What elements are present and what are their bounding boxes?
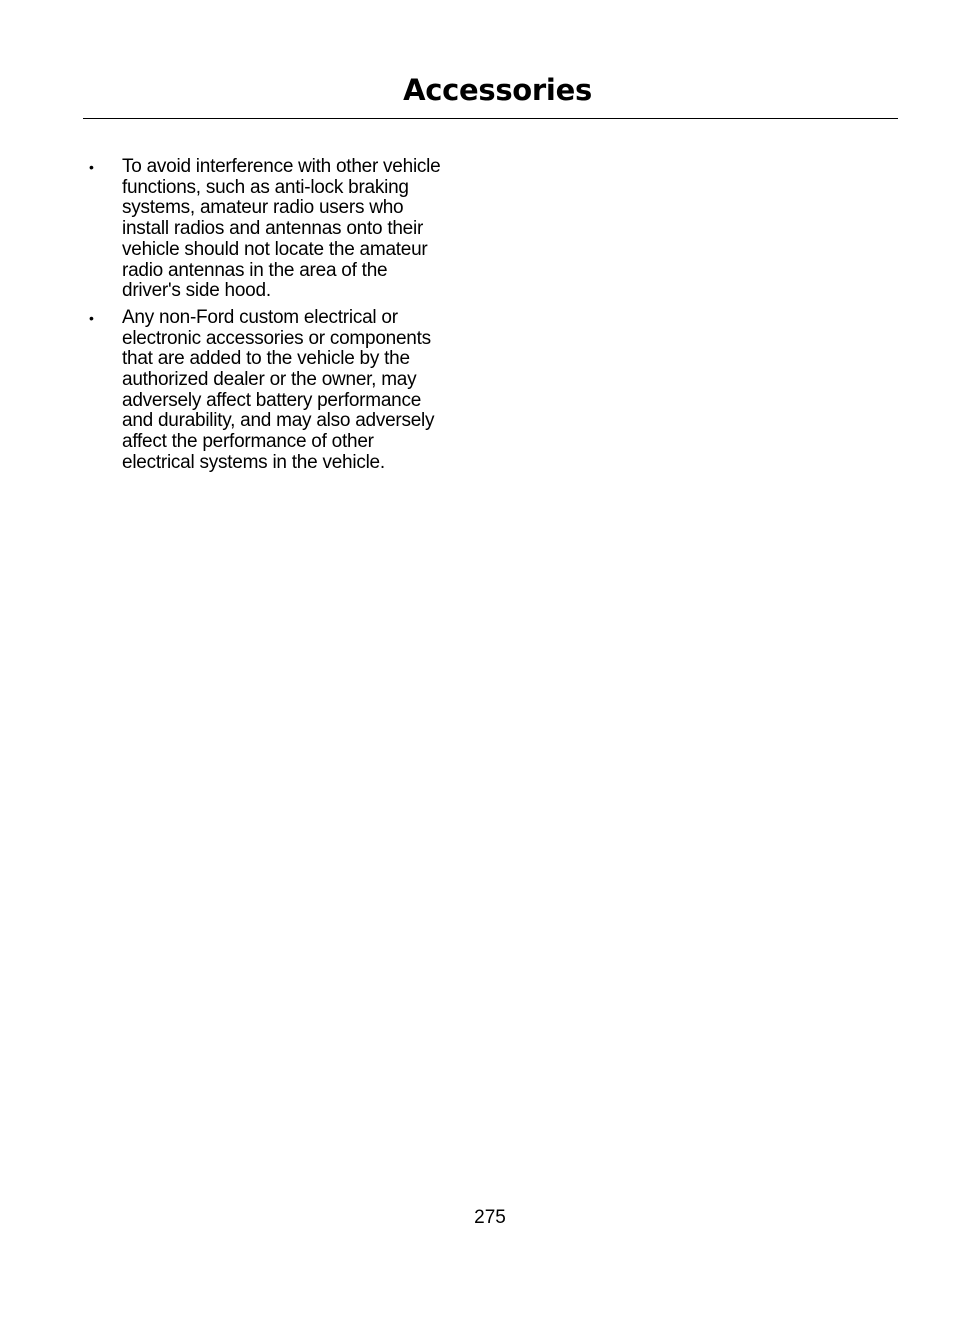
list-item — [83, 157, 483, 302]
bullet-icon: • — [89, 159, 94, 175]
list-item — [83, 308, 483, 474]
page-title: Accessories — [403, 73, 592, 107]
text-line: functions, such as anti-lock braking — [122, 176, 409, 198]
text-line: To avoid interference with other vehicle — [122, 156, 441, 177]
page-header — [83, 70, 898, 119]
text-line: and durability, and may also adversely — [122, 410, 435, 432]
text-line: electrical systems in the vehicle. — [122, 451, 385, 473]
text-line: vehicle should not locate the amateur — [122, 238, 428, 260]
text-line: install radios and antennas onto their — [122, 218, 424, 240]
text-line: driver's side hood. — [122, 280, 271, 302]
bullet-icon: • — [89, 309, 94, 326]
text-line: affect the performance of other — [122, 431, 374, 453]
text-line: authorized dealer or the owner, may — [122, 369, 417, 391]
text-line: Any non-Ford custom electrical or — [122, 306, 398, 328]
text-line: that are added to the vehicle by the — [122, 348, 410, 370]
text-line: adversely affect battery performance — [122, 389, 422, 411]
bullet-list — [83, 157, 483, 480]
page-number: 275 — [474, 1207, 506, 1228]
text-line: radio antennas in the area of the — [122, 259, 388, 281]
text-line: systems, amateur radio users who — [122, 197, 404, 219]
text-line: electronic accessories or components — [122, 327, 431, 349]
